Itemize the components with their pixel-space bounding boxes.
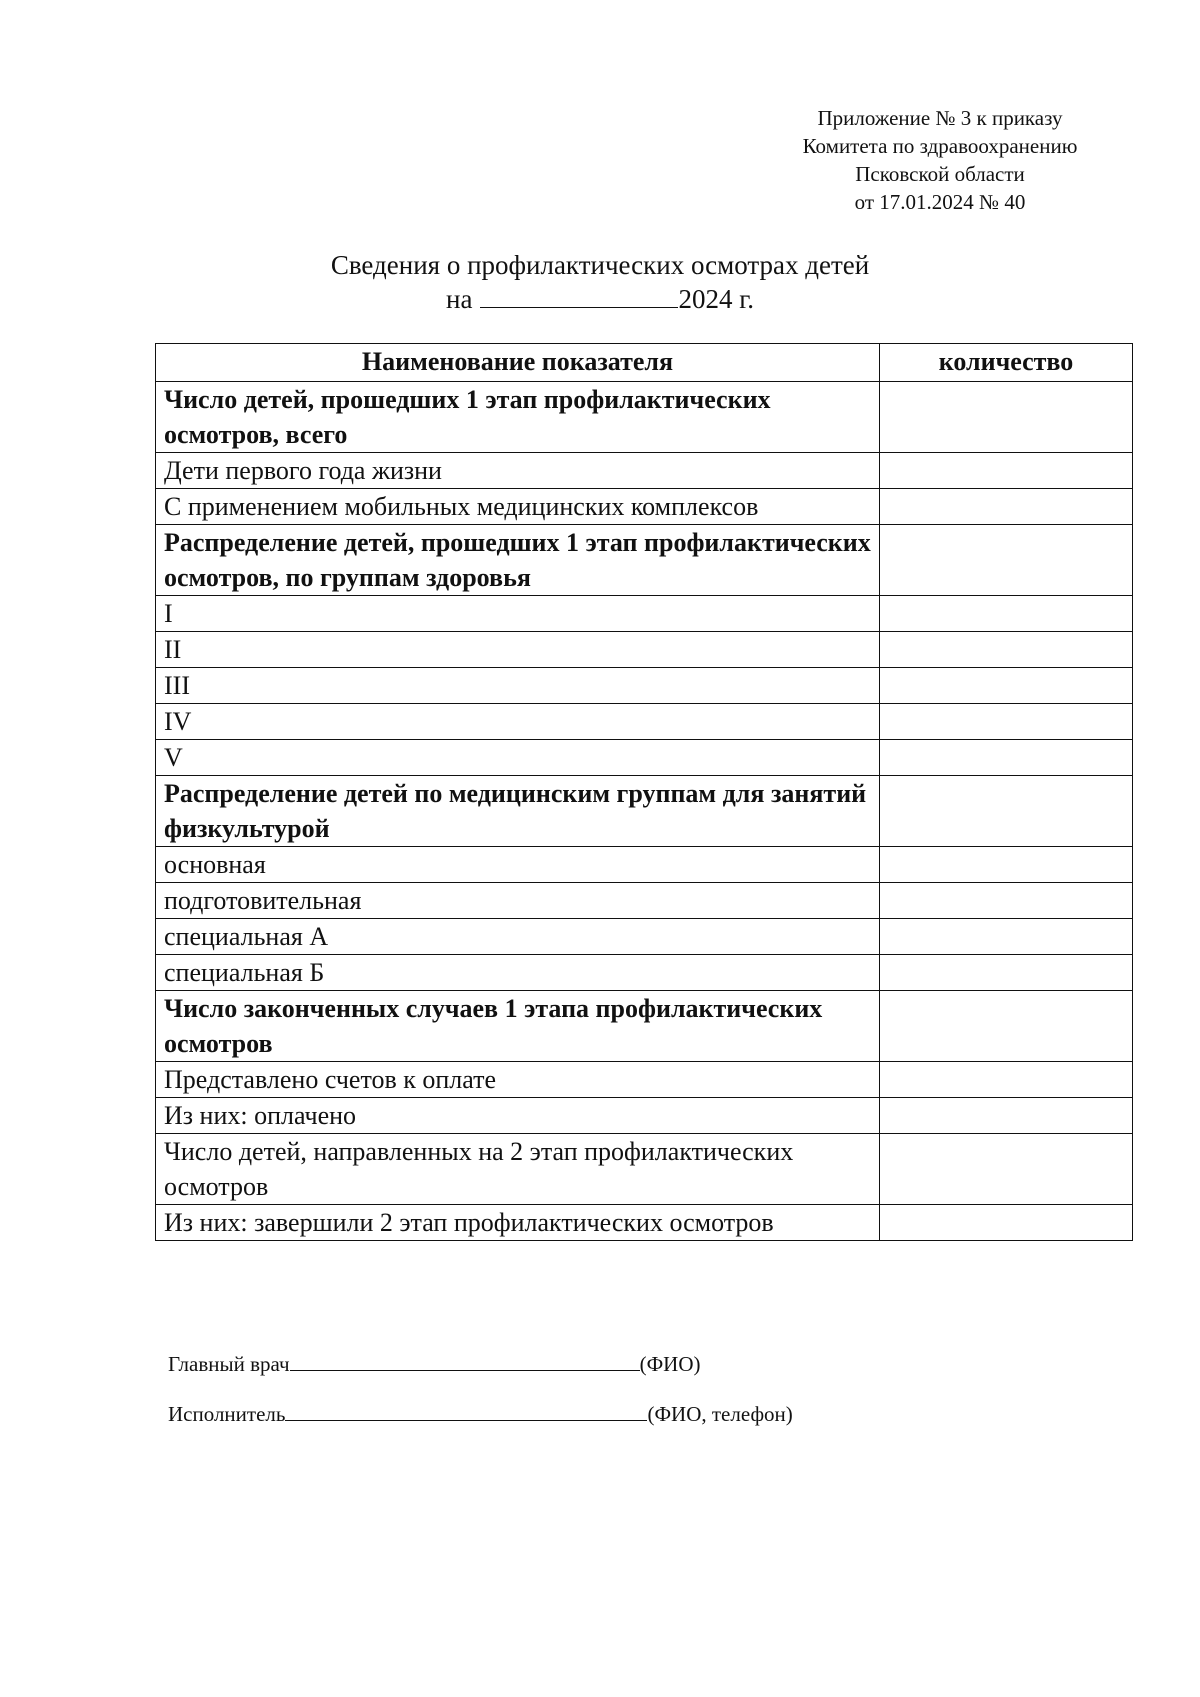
row-label: Распределение детей по медицинским группам для занятий физкультурой (156, 776, 880, 847)
executor-label: Исполнитель (168, 1402, 286, 1426)
title-date-prefix: на (446, 284, 473, 314)
row-label: специальная Б (156, 955, 880, 991)
appendix-line-4: от 17.01.2024 № 40 (854, 190, 1026, 214)
row-label: III (156, 668, 880, 704)
quantity-cell[interactable] (880, 525, 1133, 596)
chief-doctor-field[interactable] (290, 1350, 640, 1371)
quantity-cell[interactable] (880, 453, 1133, 489)
quantity-cell[interactable] (880, 1098, 1133, 1134)
quantity-cell[interactable] (880, 847, 1133, 883)
row-label: специальная А (156, 919, 880, 955)
table-header-row (156, 344, 1133, 382)
table-row (156, 1062, 1133, 1098)
quantity-cell[interactable] (880, 955, 1133, 991)
header-quantity: количество (880, 344, 1133, 382)
row-label: Число детей, направленных на 2 этап профилактических осмотров (156, 1134, 880, 1205)
row-label: Из них: оплачено (156, 1098, 880, 1134)
row-label: Число законченных случаев 1 этапа профилактических осмотров (156, 991, 880, 1062)
table-row (156, 382, 1133, 453)
chief-doctor-signature (168, 1350, 701, 1377)
title-date-suffix: 2024 г. (678, 284, 754, 314)
row-label: подготовительная (156, 883, 880, 919)
table-row (156, 1098, 1133, 1134)
table-row (156, 991, 1133, 1062)
table-row (156, 955, 1133, 991)
row-label: I (156, 596, 880, 632)
table-row (156, 525, 1133, 596)
executor-field[interactable] (285, 1400, 647, 1421)
table-row (156, 1134, 1133, 1205)
table-row (156, 632, 1133, 668)
quantity-cell[interactable] (880, 1134, 1133, 1205)
quantity-cell[interactable] (880, 596, 1133, 632)
header-indicator-name: Наименование показателя (156, 344, 880, 382)
quantity-cell[interactable] (880, 1205, 1133, 1241)
row-label: Представлено счетов к оплате (156, 1062, 880, 1098)
row-label: Число детей, прошедших 1 этап профилактических осмотров, всего (156, 382, 880, 453)
quantity-cell[interactable] (880, 668, 1133, 704)
row-label: IV (156, 704, 880, 740)
executor-signature (168, 1400, 793, 1427)
appendix-line-3: Псковской области (855, 162, 1025, 186)
report-table (155, 343, 1133, 1241)
quantity-cell[interactable] (880, 632, 1133, 668)
row-label: II (156, 632, 880, 668)
chief-doctor-hint: (ФИО) (639, 1352, 701, 1376)
table-row (156, 740, 1133, 776)
table-row (156, 847, 1133, 883)
title-date-line (0, 282, 1200, 316)
table-row (156, 1205, 1133, 1241)
appendix-header (760, 104, 1120, 216)
appendix-line-1: Приложение № 3 к приказу (817, 106, 1063, 130)
table-row (156, 453, 1133, 489)
row-label: Распределение детей, прошедших 1 этап профилактических осмотров, по группам здоровья (156, 525, 880, 596)
document-title (0, 248, 1200, 316)
table-row (156, 489, 1133, 525)
row-label: Дети первого года жизни (156, 453, 880, 489)
row-label: V (156, 740, 880, 776)
table-row (156, 704, 1133, 740)
row-label: Из них: завершили 2 этап профилактических осмотров (156, 1205, 880, 1241)
title-line: Сведения о профилактических осмотрах детей (330, 250, 870, 280)
appendix-line-2: Комитета по здравоохранению (802, 134, 1078, 158)
quantity-cell[interactable] (880, 382, 1133, 453)
quantity-cell[interactable] (880, 919, 1133, 955)
quantity-cell[interactable] (880, 883, 1133, 919)
quantity-cell[interactable] (880, 704, 1133, 740)
quantity-cell[interactable] (880, 489, 1133, 525)
quantity-cell[interactable] (880, 991, 1133, 1062)
quantity-cell[interactable] (880, 776, 1133, 847)
quantity-cell[interactable] (880, 740, 1133, 776)
date-blank-field[interactable] (480, 283, 678, 308)
table-row (156, 596, 1133, 632)
chief-doctor-label: Главный врач (168, 1352, 290, 1376)
row-label: основная (156, 847, 880, 883)
table-row (156, 668, 1133, 704)
table-row (156, 883, 1133, 919)
row-label: С применением мобильных медицинских комплексов (156, 489, 880, 525)
quantity-cell[interactable] (880, 1062, 1133, 1098)
table-row (156, 776, 1133, 847)
executor-hint: (ФИО, телефон) (647, 1402, 793, 1426)
table-row (156, 919, 1133, 955)
